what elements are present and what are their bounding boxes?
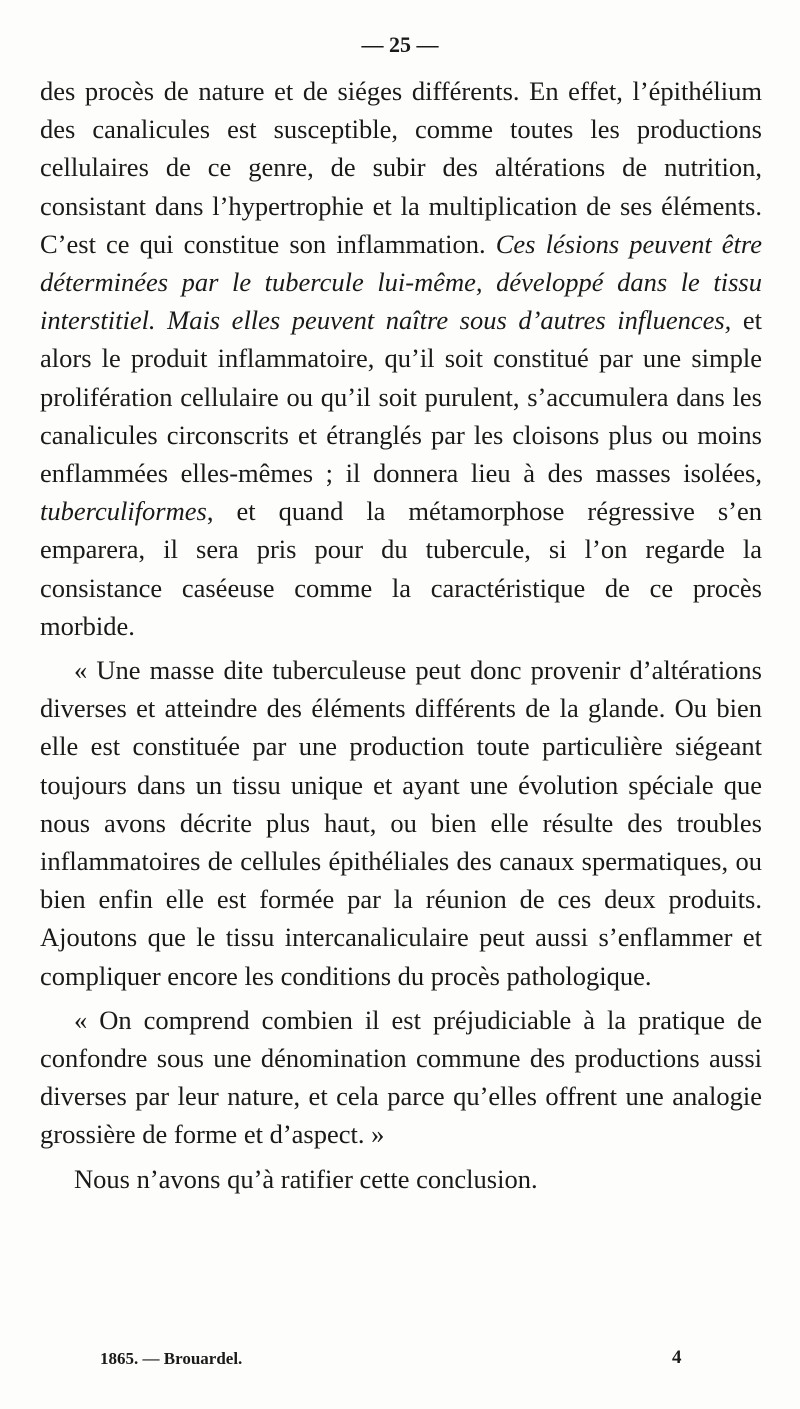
footer-imprint: 1865. — Brouardel. [100, 1349, 243, 1368]
text-segment: Nous n’avons qu’à ratifier cette conclusion. [74, 1163, 538, 1194]
text-segment: et alors le produit inflammatoire, qu’il soit constitué par une simple prolifération cellulaire ou qu’il soit purulent, s’accumulera dans les canalicules circonscrits et étranglés par les cloisons plus ou moins enflammées elles-mêmes ; il donnera lieu à des masses isolées, [40, 305, 762, 489]
italic-segment: Ces lésions peuvent être déterminées par le tubercule lui-même, développé dans le tissu interstitiel. Mais elles peuvent naître sous d’autres influences, [40, 228, 762, 336]
text-segment: des procès de nature et de siéges différents. En effet, l’épithélium des canalicules est susceptible, comme toutes les productions cellulaires de ce genre, de subir des altérations de nutrition, consistant dans l’hypertrophie et la multiplication de ses éléments. C’est ce qui constitue son inflammation. [40, 76, 762, 259]
text-segment: « On comprend combien il est préjudiciable à la pratique de confondre sous une dénomination commune des productions aussi diverses par leur nature, et cela parce qu’elles offrent une analogie grossière de forme et d’aspect. » [40, 1004, 762, 1150]
text-segment: « Une masse dite tuberculeuse peut donc provenir d’altérations diverses et atteindre des éléments différents de la glande. Ou bien elle est constituée par une production toute particulière siégeant toujours dans un tissu unique et ayant une évolution spéciale que nous avons décrite plus haut, ou bien elle résulte des troubles inflammatoires de cellules épithéliales des canaux spermatiques, ou bien enfin elle est formée par la réunion de ces deux produits. Ajoutons que le tissu intercanaliculaire peut aussi s’enflammer et compliquer encore les conditions du procès pathologique. [40, 655, 762, 991]
page-number: — 25 — [361, 32, 439, 57]
paragraph [40, 651, 762, 995]
body-text [40, 72, 762, 1198]
signature-mark: 4 [672, 1347, 682, 1368]
text-segment: , et quand la métamorphose régressive s’en emparera, il sera pris pour du tubercule, si l’on regarde la consistance caséeuse comme la caractéristique de ce procès morbide. [40, 496, 762, 641]
paragraph [40, 72, 762, 645]
italic-segment: tuberculiformes [40, 496, 207, 527]
paragraph [40, 1001, 762, 1154]
paragraph [40, 1160, 762, 1198]
